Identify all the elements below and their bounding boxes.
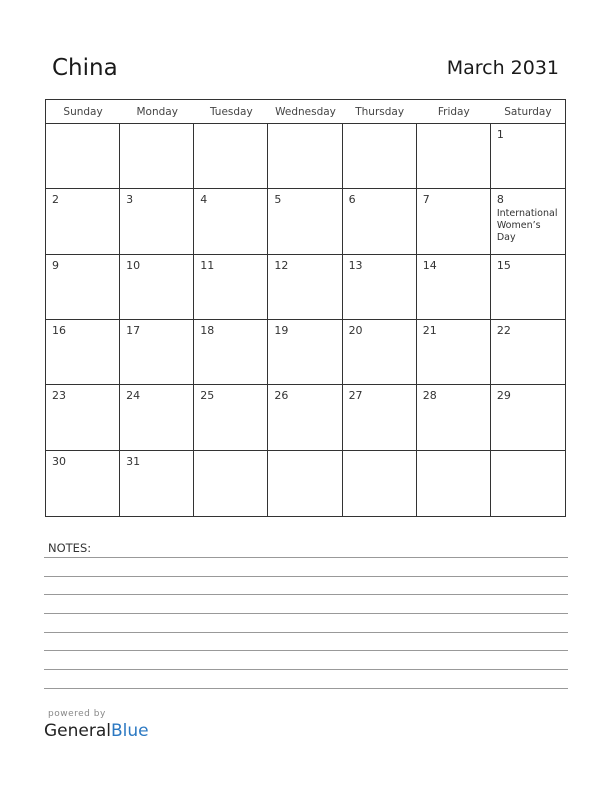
day-cell bbox=[491, 451, 565, 516]
day-cell bbox=[417, 320, 491, 385]
powered-by-text: powered by bbox=[48, 709, 106, 719]
brand-logo[interactable] bbox=[44, 721, 149, 741]
day-number: 16 bbox=[52, 324, 66, 337]
day-cell bbox=[417, 124, 491, 189]
day-number: 27 bbox=[348, 389, 363, 403]
month-year-title: March 2031 bbox=[446, 57, 559, 79]
day-number: 3 bbox=[126, 193, 134, 207]
day-cell bbox=[491, 124, 565, 189]
day-number: 2 bbox=[52, 193, 59, 207]
day-cell bbox=[417, 385, 491, 450]
day-number: 12 bbox=[274, 258, 289, 272]
day-cell bbox=[120, 255, 194, 320]
day-number: 1 bbox=[496, 128, 504, 141]
day-number: 14 bbox=[422, 258, 437, 272]
day-cell bbox=[491, 385, 565, 450]
day-number: 26 bbox=[274, 389, 289, 403]
day-cell bbox=[46, 189, 120, 254]
day-number: 30 bbox=[52, 454, 66, 468]
weekday-label: Sunday bbox=[63, 106, 103, 118]
day-cell bbox=[491, 255, 565, 320]
holiday-label: International Women’s Day bbox=[496, 208, 558, 244]
day-cell bbox=[343, 451, 417, 516]
day-cell bbox=[120, 451, 194, 516]
day-cell bbox=[343, 320, 417, 385]
day-number: 24 bbox=[126, 389, 141, 403]
day-number: 13 bbox=[348, 258, 363, 272]
day-cell bbox=[120, 124, 194, 189]
day-cell bbox=[194, 451, 268, 516]
day-cell bbox=[343, 255, 417, 320]
weekday-label: Wednesday bbox=[275, 106, 336, 118]
days-grid bbox=[46, 124, 565, 516]
day-number: 19 bbox=[274, 324, 289, 337]
weekday-label: Friday bbox=[437, 106, 470, 118]
weekday-label: Tuesday bbox=[209, 106, 253, 118]
day-number: 17 bbox=[126, 324, 141, 337]
day-cell bbox=[46, 451, 120, 516]
notes-line bbox=[44, 594, 568, 595]
day-cell bbox=[268, 320, 342, 385]
weekday-header-row bbox=[46, 100, 565, 124]
day-cell bbox=[46, 385, 120, 450]
day-cell bbox=[343, 189, 417, 254]
day-cell bbox=[46, 124, 120, 189]
day-cell bbox=[194, 124, 268, 189]
day-cell bbox=[343, 124, 417, 189]
day-cell bbox=[491, 320, 565, 385]
notes-line bbox=[44, 669, 568, 670]
day-number: 25 bbox=[200, 389, 215, 403]
weekday-label: Thursday bbox=[355, 106, 405, 118]
notes-line bbox=[44, 613, 568, 614]
day-cell bbox=[120, 189, 194, 254]
day-number: 18 bbox=[200, 324, 215, 337]
brand-blue: Blue bbox=[111, 721, 149, 741]
day-cell bbox=[268, 385, 342, 450]
day-number: 5 bbox=[274, 193, 282, 207]
day-cell bbox=[46, 255, 120, 320]
day-number: 7 bbox=[422, 193, 430, 207]
day-cell bbox=[343, 385, 417, 450]
day-cell bbox=[120, 385, 194, 450]
notes-line bbox=[44, 576, 568, 577]
day-number: 31 bbox=[126, 454, 141, 468]
weekday-label: Saturday bbox=[504, 106, 552, 118]
notes-line bbox=[44, 557, 568, 558]
day-number: 15 bbox=[496, 258, 511, 272]
day-number: 10 bbox=[126, 258, 141, 272]
day-cell bbox=[194, 320, 268, 385]
day-number: 6 bbox=[348, 193, 356, 207]
day-cell bbox=[46, 320, 120, 385]
day-cell bbox=[417, 189, 491, 254]
day-number: 11 bbox=[200, 258, 215, 272]
day-cell bbox=[491, 189, 565, 254]
day-cell bbox=[120, 320, 194, 385]
day-number: 9 bbox=[52, 258, 59, 272]
day-cell bbox=[268, 255, 342, 320]
day-cell bbox=[194, 189, 268, 254]
day-number: 22 bbox=[496, 324, 511, 337]
day-cell bbox=[268, 189, 342, 254]
day-cell bbox=[268, 124, 342, 189]
notes-label: NOTES: bbox=[48, 541, 92, 555]
day-number: 28 bbox=[422, 389, 437, 403]
notes-line bbox=[44, 650, 568, 651]
notes-line bbox=[44, 688, 568, 689]
weekday-label: Monday bbox=[136, 106, 178, 118]
brand-general: General bbox=[44, 721, 111, 741]
day-cell bbox=[417, 255, 491, 320]
country-title: China bbox=[52, 55, 118, 81]
day-number: 29 bbox=[496, 389, 511, 403]
day-number: 23 bbox=[52, 389, 66, 403]
day-number: 8 bbox=[496, 193, 504, 207]
day-cell bbox=[194, 255, 268, 320]
day-number: 4 bbox=[200, 193, 208, 207]
day-cell bbox=[194, 385, 268, 450]
day-number: 21 bbox=[422, 324, 437, 337]
calendar-grid bbox=[45, 99, 566, 517]
day-number: 20 bbox=[348, 324, 363, 337]
day-cell bbox=[417, 451, 491, 516]
day-cell bbox=[268, 451, 342, 516]
notes-line bbox=[44, 632, 568, 633]
